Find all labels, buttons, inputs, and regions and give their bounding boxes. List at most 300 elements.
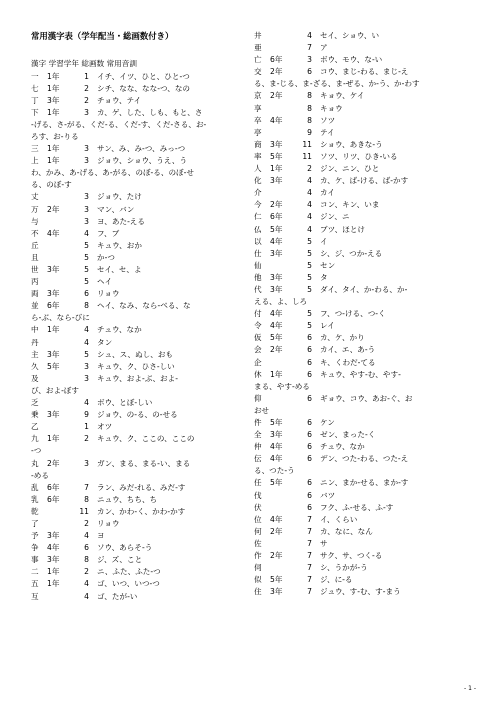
kanji: 井: [254, 31, 262, 40]
kanji: 交: [254, 67, 262, 77]
kanji: 何: [254, 526, 262, 536]
stroke-count: 4: [307, 31, 312, 40]
reading-continuation: まる、やす-める: [254, 381, 310, 391]
kanji-entry: [31, 530, 253, 542]
readings: カ、なに、なん: [320, 526, 373, 536]
kanji-entry: [254, 54, 476, 66]
kanji: 件: [254, 418, 262, 427]
readings: カイ、エ、あ-う: [320, 345, 376, 355]
stroke-count: 4: [307, 224, 312, 234]
kanji: 一: [31, 71, 39, 81]
grade: 1年: [47, 156, 60, 166]
grade: 1年: [47, 567, 60, 577]
kanji-entry: [254, 393, 476, 405]
left-column: [31, 30, 253, 603]
kanji: 休: [254, 369, 262, 379]
stroke-count: 7: [307, 526, 312, 536]
reading-continuation: る、つた-う: [254, 466, 295, 476]
stroke-count: 4: [84, 337, 89, 347]
kanji-entry: [31, 252, 253, 264]
grade: 4年: [270, 309, 283, 319]
stroke-count: 3: [84, 361, 89, 371]
kanji-entry: [31, 300, 253, 312]
stroke-count: 3: [84, 216, 89, 226]
kanji-entry: [31, 216, 253, 228]
kanji-entry: [254, 66, 476, 78]
kanji-entry: [254, 163, 476, 175]
stroke-count: 2: [84, 567, 89, 577]
readings: ショウ、あきな-う: [320, 139, 383, 149]
readings: チョウ、テイ: [97, 95, 142, 105]
stroke-count: 7: [307, 563, 312, 573]
grade: 6年: [47, 482, 60, 492]
kanji-entry: [254, 441, 476, 453]
grade: 5年: [270, 478, 283, 488]
kanji-entry: [254, 175, 476, 187]
stroke-count: 6: [307, 67, 312, 77]
stroke-count: 2: [307, 164, 312, 174]
grade: 5年: [270, 418, 283, 427]
stroke-count: 7: [307, 538, 312, 548]
kanji: 丁: [31, 95, 39, 105]
grade: 4年: [47, 228, 60, 238]
kanji: 乱: [31, 482, 39, 492]
stroke-count: 4: [84, 325, 89, 335]
grade: [47, 337, 65, 349]
kanji-entry: [254, 502, 476, 514]
kanji-entry: [31, 337, 253, 349]
kanji: 似: [254, 575, 262, 585]
kanji: 仲: [254, 442, 262, 452]
kanji: 下: [31, 107, 39, 117]
readings: サン、み、み-つ、みっ-つ: [97, 144, 186, 154]
kanji-entry: [31, 506, 253, 518]
stroke-count: 6: [307, 442, 312, 452]
grade: 5年: [270, 151, 283, 161]
stroke-count: 6: [307, 418, 312, 427]
stroke-count: 5: [307, 272, 312, 282]
spacer: [31, 43, 253, 58]
kanji-entry: [254, 344, 476, 356]
kanji-entry: [31, 554, 253, 566]
kanji-entry: [254, 248, 476, 260]
stroke-count: 7: [307, 551, 312, 561]
readings: イ、くらい: [320, 514, 358, 524]
kanji: 仁: [254, 212, 262, 222]
kanji-entry: [254, 272, 476, 284]
stroke-count: 7: [307, 514, 312, 524]
kanji: 世: [31, 265, 39, 274]
readings: タ: [320, 272, 328, 282]
grade: 1年: [47, 83, 60, 93]
stroke-count: 5: [84, 240, 89, 250]
stroke-count: 5: [307, 236, 312, 246]
readings: ジン、ニ: [320, 212, 350, 222]
grade: 2年: [270, 526, 283, 536]
kanji-entry: [31, 276, 253, 288]
kanji-entry: [31, 373, 253, 385]
grade: 3年: [47, 265, 60, 274]
kanji-entry: [254, 586, 476, 598]
stroke-count: 5: [84, 265, 89, 274]
readings: キュウ、ク、ここの、ここの: [97, 434, 195, 444]
kanji: 亡: [254, 55, 262, 65]
readings: ヨ: [97, 531, 105, 541]
readings: ラン、みだ-れる、みだ-す: [97, 482, 186, 492]
kanji: 企: [254, 357, 262, 367]
grade: [47, 373, 65, 385]
grade: 1年: [47, 579, 60, 589]
kanji: 両: [31, 289, 39, 299]
stroke-count: 7: [307, 43, 312, 53]
stroke-count: 5: [84, 252, 89, 262]
grade: 2年: [270, 67, 283, 77]
readings: キュウ、およ-ぶ、およ-: [97, 373, 178, 383]
kanji: 乏: [31, 398, 39, 408]
kanji: 上: [31, 156, 39, 166]
kanji: 亜: [254, 43, 262, 53]
column-header: 漢字 学習学年 総画数 常用音訓: [31, 59, 137, 68]
grade: [270, 103, 288, 115]
stroke-count: 5: [307, 248, 312, 258]
grade: 4年: [270, 454, 283, 464]
grade: [270, 538, 288, 550]
stroke-count: 5: [307, 284, 312, 294]
grade: [270, 30, 288, 42]
stroke-count: 7: [307, 587, 312, 597]
readings: ジン、ニン、ひと: [320, 164, 380, 174]
kanji-entry: [31, 324, 253, 336]
kanji: 今: [254, 200, 262, 210]
readings: か-つ: [97, 252, 115, 262]
kanji-entry: [254, 490, 476, 502]
grade: 3年: [270, 139, 283, 149]
stroke-count: 3: [84, 373, 89, 383]
readings: ゴ、たが-い: [97, 591, 138, 601]
kanji: 任: [254, 478, 262, 488]
kanji-entry: [254, 103, 476, 115]
kanji: 丸: [31, 458, 39, 468]
kanji: 住: [254, 587, 262, 597]
stroke-count: 4: [84, 591, 89, 601]
kanji-entry: [31, 578, 253, 590]
kanji: 全: [254, 430, 262, 440]
reading-continuation: ろす、お-りる: [31, 131, 79, 141]
grade: [270, 42, 288, 54]
kanji: 不: [31, 228, 39, 238]
kanji: 伝: [254, 454, 262, 464]
stroke-count: 2: [84, 95, 89, 105]
kanji-entry: [31, 83, 253, 95]
stroke-count: 4: [84, 531, 89, 541]
stroke-count: 6: [307, 490, 312, 500]
stroke-count: 6: [307, 369, 312, 379]
readings: レイ: [320, 321, 335, 331]
readings: セイ、ショウ、い: [320, 31, 380, 40]
readings: コン、キン、いま: [320, 200, 380, 210]
kanji: 五: [31, 579, 39, 589]
reading-continuation: おせ: [254, 405, 269, 415]
stroke-count: 5: [307, 309, 312, 319]
stroke-count: 8: [84, 555, 89, 565]
stroke-count: 8: [307, 91, 312, 101]
readings: ヘイ: [97, 277, 113, 287]
kanji: 化: [254, 176, 262, 186]
grade: [270, 187, 288, 199]
grade: 6年: [47, 494, 60, 504]
grade: [270, 357, 288, 369]
readings: ニ、ふた、ふた-つ: [97, 567, 161, 577]
stroke-count: 8: [307, 115, 312, 125]
readings: キョウ、ケイ: [320, 91, 365, 101]
readings: ジ、に-る: [320, 575, 353, 585]
readings: キョウ: [320, 103, 343, 113]
kanji-entry: [254, 224, 476, 236]
readings: カン、かわ-く、かわ-かす: [97, 506, 186, 516]
page-title: 常用漢字表（学年配当・総画数付き）: [31, 31, 174, 41]
grade: 4年: [270, 442, 283, 452]
grade: 2年: [270, 91, 283, 101]
grade: 6年: [270, 212, 283, 222]
kanji-entry: [31, 228, 253, 240]
grade: 5年: [270, 224, 283, 234]
stroke-count: 3: [84, 156, 89, 166]
grade: 3年: [270, 284, 283, 294]
stroke-count: 9: [84, 410, 89, 420]
grade: [270, 127, 288, 139]
readings: イチ、イツ、ひと、ひと-つ: [97, 71, 190, 81]
stroke-count: 5: [307, 260, 312, 270]
kanji-entry: [31, 107, 253, 119]
kanji: 争: [31, 543, 39, 553]
kanji: 予: [31, 531, 39, 541]
readings: サ: [320, 538, 328, 548]
kanji-entry: [31, 482, 253, 494]
stroke-count: 6: [307, 502, 312, 512]
kanji: 伺: [254, 563, 262, 573]
kanji: 久: [31, 361, 39, 371]
grade: 5年: [270, 333, 283, 343]
kanji: 三: [31, 144, 39, 154]
kanji: 丙: [31, 277, 39, 287]
kanji-entry: [31, 143, 253, 155]
stroke-count: 4: [84, 579, 89, 589]
grade: 2年: [270, 345, 283, 355]
stroke-count: 6: [307, 393, 312, 403]
kanji: 与: [31, 216, 39, 226]
readings: ボウ、とぼ-しい: [97, 398, 153, 408]
grade: 4年: [270, 514, 283, 524]
grade: 2年: [47, 204, 60, 214]
readings: ジョウ、たけ: [97, 192, 142, 202]
stroke-count: 4: [84, 398, 89, 408]
grade: 1年: [270, 164, 283, 174]
grade: [47, 252, 65, 264]
kanji: 七: [31, 83, 39, 93]
kanji-entry: [254, 417, 476, 429]
kanji: 仏: [254, 224, 262, 234]
stroke-count: 6: [307, 357, 312, 367]
stroke-count: 1: [84, 422, 89, 432]
kanji-entry: [31, 204, 253, 216]
readings: ゴ、いつ、いつ-つ: [97, 579, 160, 589]
reading-continuation: -つ: [31, 446, 42, 456]
page-number: - 1 -: [464, 685, 476, 692]
kanji-entry: [31, 288, 253, 300]
grade: 3年: [47, 555, 60, 565]
kanji: 会: [254, 345, 262, 355]
kanji-entry: [31, 240, 253, 252]
readings: ガン、まる、まる-い、まる: [97, 458, 191, 468]
kanji-entry: [254, 236, 476, 248]
readings: オツ: [97, 422, 113, 432]
readings: チュウ、なか: [97, 325, 142, 335]
kanji: 主: [31, 349, 39, 359]
kanji-entry: [254, 538, 476, 550]
stroke-count: 9: [307, 127, 312, 137]
kanji: 並: [31, 301, 39, 311]
grade: [270, 562, 288, 574]
readings: ヨ、あた-える: [97, 216, 145, 226]
kanji-entry: [31, 542, 253, 554]
readings: シュ、ス、ぬし、おも: [97, 349, 174, 359]
kanji-entry: [31, 518, 253, 530]
grade: [47, 421, 65, 433]
kanji: 享: [254, 103, 262, 113]
readings: イ: [320, 236, 328, 246]
grade: 3年: [270, 430, 283, 440]
kanji-entry: [254, 115, 476, 127]
kanji-entry: [31, 361, 253, 373]
kanji-entry: [254, 30, 476, 42]
readings: ヘイ、なみ、なら-べる、な: [97, 301, 191, 311]
kanji-entry: [254, 308, 476, 320]
reading-continuation: る、のぼ-す: [31, 180, 72, 190]
readings: ジョウ、の-る、の-せる: [97, 410, 178, 420]
grade: [47, 276, 65, 288]
reading-continuation: わ、かみ、あ-げる、あ-がる、のぼ-る、のぼ-せ: [31, 168, 194, 178]
grade: 3年: [47, 531, 60, 541]
kanji-entry: [254, 514, 476, 526]
kanji-entry: [254, 453, 476, 465]
readings: カ、ケ、かり: [320, 333, 365, 343]
kanji-entry: [254, 526, 476, 538]
grade: [47, 397, 65, 409]
stroke-count: 8: [84, 494, 89, 504]
readings: キ、くわだ-てる: [320, 357, 376, 367]
grade: 2年: [270, 200, 283, 210]
kanji-entry: [254, 127, 476, 139]
stroke-count: 4: [84, 228, 89, 238]
readings: カイ: [320, 188, 335, 198]
stroke-count: 3: [84, 204, 89, 214]
stroke-count: 6: [307, 478, 312, 488]
stroke-count: 6: [84, 543, 89, 553]
kanji: 佐: [254, 538, 262, 548]
kanji: 伏: [254, 502, 262, 512]
stroke-count: 6: [84, 289, 89, 299]
kanji-entry: [254, 429, 476, 441]
right-column: [254, 30, 476, 598]
kanji-entry: [254, 550, 476, 562]
readings: フク、ふ-せる、ふ-す: [320, 502, 394, 512]
kanji: 商: [254, 139, 262, 149]
kanji: 及: [31, 373, 39, 383]
stroke-count: 5: [84, 349, 89, 359]
kanji: 乳: [31, 494, 39, 504]
readings: ケン: [320, 418, 335, 427]
kanji-entry: [254, 187, 476, 199]
grade: 1年: [47, 144, 60, 154]
readings: ニュウ、ちち、ち: [97, 494, 158, 504]
kanji: 九: [31, 434, 39, 444]
kanji-entry: [254, 320, 476, 332]
grade: 3年: [270, 248, 283, 258]
readings: タン: [97, 337, 113, 347]
stroke-count: 11: [79, 506, 89, 516]
kanji: 丹: [31, 337, 39, 347]
readings: リョウ: [97, 518, 120, 528]
kanji: 代: [254, 284, 262, 294]
stroke-count: 11: [302, 139, 312, 149]
kanji: 丈: [31, 192, 39, 202]
stroke-count: 1: [84, 71, 89, 81]
reading-continuation: る、ま-じる、ま-ざる、ま-ぜる、か-う、か-わす: [254, 79, 420, 89]
grade: 3年: [47, 289, 60, 299]
stroke-count: 7: [84, 482, 89, 492]
readings: シ、うかが-う: [320, 563, 368, 573]
readings: ボウ、モウ、な-い: [320, 55, 383, 65]
grade: [47, 216, 65, 228]
stroke-count: 6: [307, 454, 312, 464]
stroke-count: 4: [307, 188, 312, 198]
kanji: 他: [254, 272, 262, 282]
stroke-count: 3: [84, 192, 89, 202]
kanji: 乙: [31, 422, 39, 432]
stroke-count: 5: [84, 277, 89, 287]
kanji-entry: [254, 260, 476, 272]
reading-continuation: -げる、さ-がる、くだ-る、くだ-す、くだ-さる、お-: [31, 119, 207, 129]
stroke-count: 3: [84, 144, 89, 154]
kanji: 中: [31, 325, 39, 335]
kanji: 万: [31, 204, 39, 214]
readings: デン、つた-わる、つた-え: [320, 454, 409, 464]
kanji: 京: [254, 91, 262, 101]
stroke-count: 6: [307, 345, 312, 355]
grade: 3年: [270, 587, 283, 597]
readings: サク、サ、つく-る: [320, 551, 383, 561]
grade: [270, 502, 288, 514]
readings: カ、ケ、ば-ける、ば-かす: [320, 176, 409, 186]
stroke-count: 7: [307, 575, 312, 585]
kanji-entry: [254, 211, 476, 223]
kanji-entry: [254, 284, 476, 296]
reading-continuation: び、およ-ぼす: [31, 385, 79, 395]
kanji: 伐: [254, 490, 262, 500]
grade: 1年: [47, 71, 60, 81]
grade: 1年: [47, 325, 60, 335]
readings: マン、バン: [97, 204, 135, 214]
kanji-entry: [254, 562, 476, 574]
kanji-entry: [31, 409, 253, 421]
readings: ソツ: [320, 115, 336, 125]
kanji-entry: [254, 199, 476, 211]
grade: 5年: [270, 575, 283, 585]
kanji-entry: [254, 477, 476, 489]
stroke-count: 3: [307, 55, 312, 65]
grade: [270, 260, 288, 272]
stroke-count: 2: [84, 83, 89, 93]
